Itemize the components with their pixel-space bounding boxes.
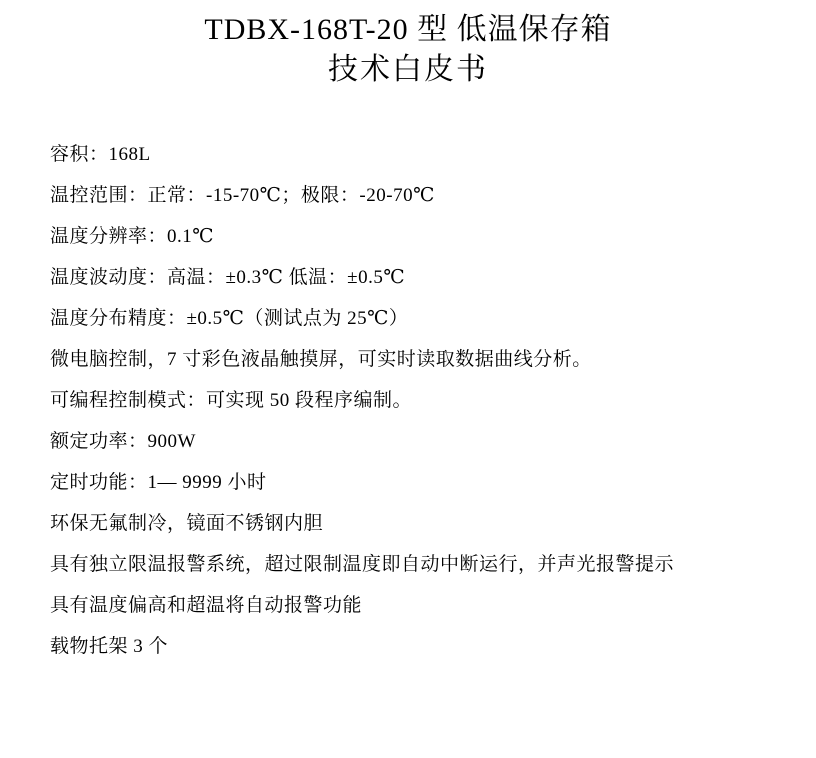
spec-item: 载物托架 3 个 — [50, 636, 169, 657]
document-title — [0, 0, 816, 90]
spec-item: 定时功能：1— 9999 小时 — [50, 472, 267, 493]
spec-item: 具有独立限温报警系统，超过限制温度即自动中断运行，并声光报警提示 — [50, 554, 675, 575]
spec-item: 温度分辨率：0.1℃ — [50, 226, 215, 247]
spec-item: 温度波动度：高温：±0.3℃ 低温：±0.5℃ — [50, 267, 406, 288]
spec-item: 温度分布精度：±0.5℃（测试点为 25℃） — [50, 308, 409, 329]
title-line-primary: TDBX-168T-20 型 低温保存箱 — [204, 13, 612, 46]
spec-item: 额定功率：900W — [50, 431, 196, 452]
spec-item: 可编程控制模式：可实现 50 段程序编制。 — [50, 390, 413, 411]
spec-item: 具有温度偏高和超温将自动报警功能 — [50, 595, 363, 616]
spec-item: 微电脑控制，7 寸彩色液晶触摸屏，可实时读取数据曲线分析。 — [50, 349, 592, 370]
spec-item: 温控范围：正常：-15-70℃；极限：-20-70℃ — [50, 185, 435, 206]
spec-item: 容积：168L — [50, 144, 151, 165]
spec-item: 环保无氟制冷，镜面不锈钢内胆 — [50, 513, 324, 534]
spec-list — [0, 134, 816, 667]
title-line-secondary: 技术白皮书 — [328, 53, 488, 86]
